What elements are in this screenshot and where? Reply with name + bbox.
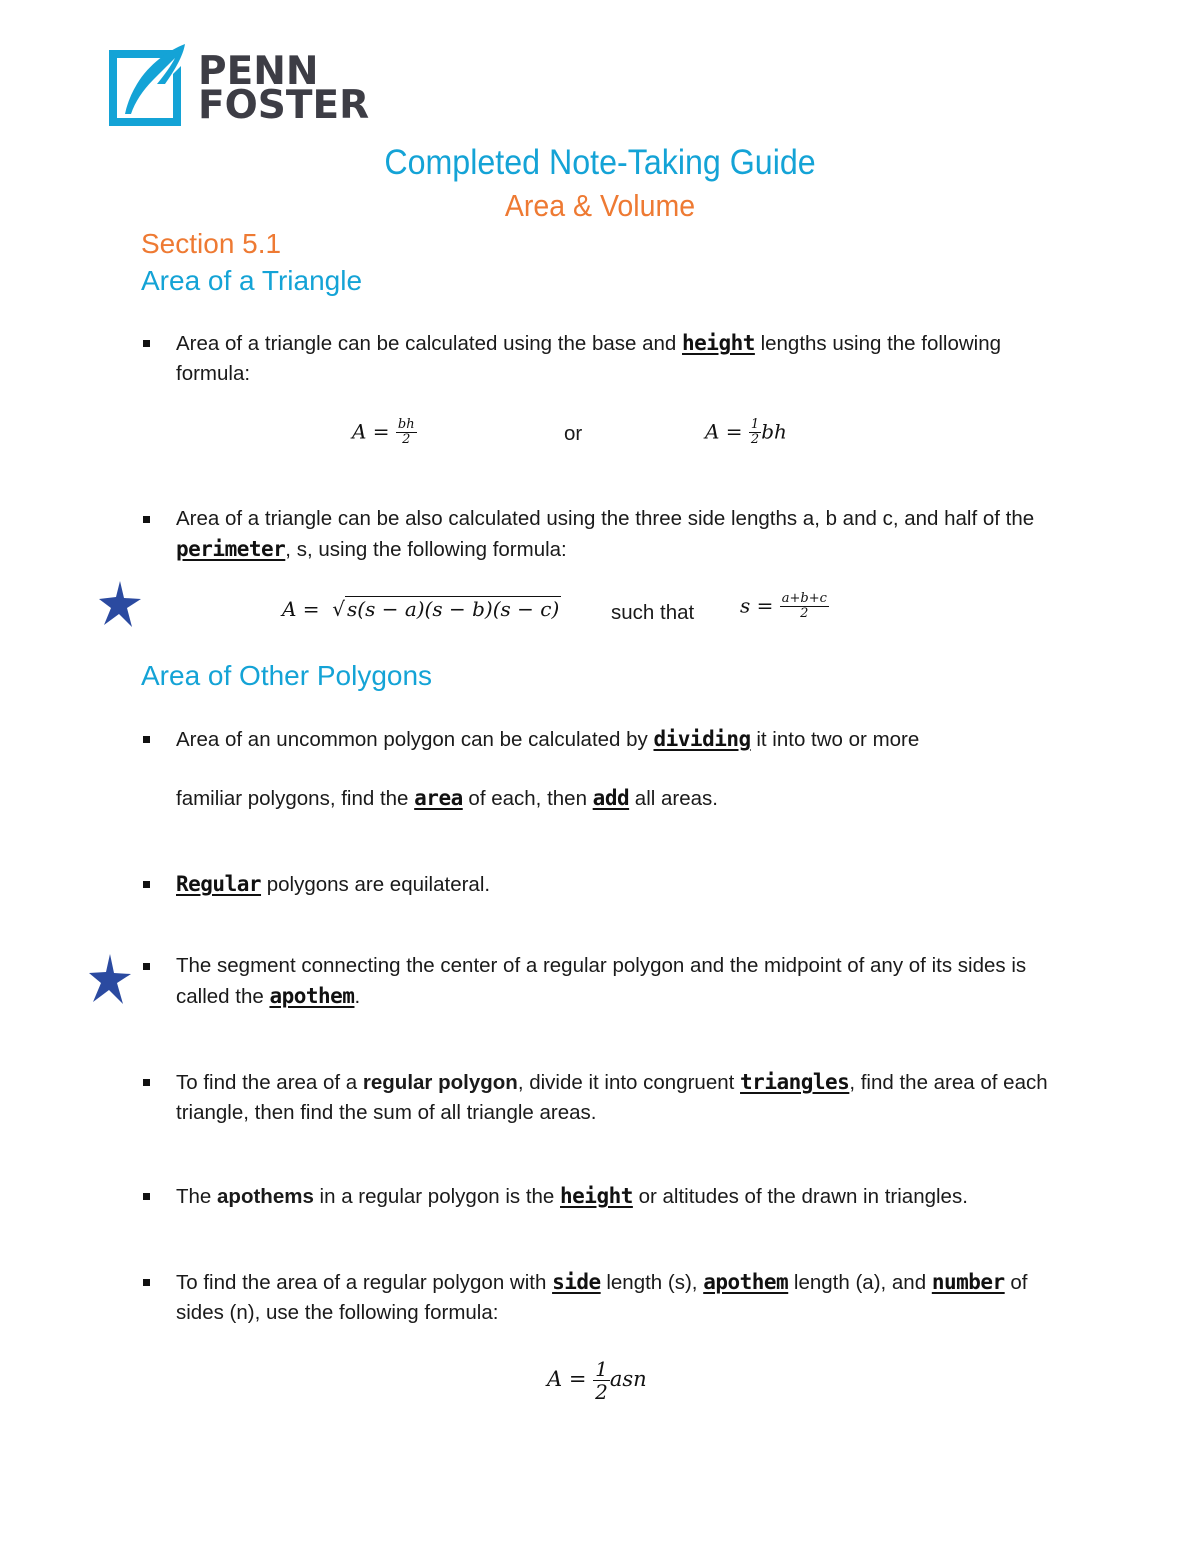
star-icon <box>99 581 141 627</box>
fill-height: height <box>682 331 755 355</box>
fill-regular: Regular <box>176 872 262 896</box>
section-label: Section 5.1 <box>141 228 282 259</box>
fill-triangles: triangles <box>740 1070 850 1094</box>
fill-dividing: dividing <box>653 727 751 751</box>
bullet-icon <box>143 736 150 743</box>
formula-heron: A = √ s(s − a)(s − b)(s − c) <box>282 597 560 621</box>
star-icon <box>89 954 131 1004</box>
bullet-icon <box>143 516 150 523</box>
bullet-icon <box>143 1193 150 1200</box>
fill-apothem-2: apothem <box>703 1270 789 1294</box>
bullet-icon <box>143 340 150 347</box>
bullet-regular-polygon-formula: To find the area of a regular polygon with side length (s), apothem length (a), and number of sides (n), use the following formula: <box>176 1270 1028 1324</box>
page-subtitle: Area & Volume <box>504 188 696 223</box>
bullet-icon <box>143 881 150 888</box>
bullet-icon <box>143 1079 150 1086</box>
fill-number: number <box>931 1270 1005 1294</box>
formula-such-that: such that <box>611 601 695 624</box>
heading-area-other-polygons: Area of Other Polygons <box>141 660 433 691</box>
bullet-triangle-base-height: Area of a triangle can be calculated using the base and height lengths using the following formula: <box>176 331 1002 385</box>
fill-height-2: height <box>560 1184 633 1208</box>
bullet-icon <box>143 1279 150 1286</box>
formula-or: or <box>564 422 583 445</box>
bullet-apothem-definition: The segment connecting the center of a regular polygon and the midpoint of any of its sides is called the apothem. <box>176 954 1027 1008</box>
fill-side: side <box>552 1270 601 1294</box>
fill-add: add <box>592 786 630 810</box>
logo-foster-text: FOSTER <box>198 83 370 128</box>
bullet-uncommon-polygon-a: Area of an uncommon polygon can be calculated by dividing it into two or more <box>176 727 920 751</box>
formula-half-asn: A = $\frac{1}{2}$ asn <box>547 1357 647 1404</box>
bullet-regular-polygons: Regular polygons are equilateral. <box>176 872 491 896</box>
heading-area-triangle: Area of a Triangle <box>141 265 363 296</box>
penn-foster-logo-mark <box>109 44 189 126</box>
logo-penn-text: PENN <box>198 49 319 94</box>
bullet-apothem-height: The apothems in a regular polygon is the height or altitudes of the drawn in triangles. <box>176 1184 968 1208</box>
bullet-uncommon-polygon-b: familiar polygons, find the area of each, then add all areas. <box>176 786 718 810</box>
fill-area: area <box>414 786 463 810</box>
fill-perimeter: perimeter <box>176 537 286 561</box>
bullet-icon <box>143 963 150 970</box>
page-title: Completed Note-Taking Guide <box>384 143 816 182</box>
fill-apothem: apothem <box>269 984 355 1008</box>
formula-bh-over-2: A = $\frac{bh}{2}$ <box>352 417 415 448</box>
bullet-regular-polygon-triangles: To find the area of a regular polygon, divide it into congruent triangles, find the area of each triangle, then find the sum of all triangle areas. <box>176 1070 1048 1124</box>
formula-half-bh: A = $\frac{1}{2}$ bh <box>705 417 787 448</box>
bullet-heron: Area of a triangle can be also calculated using the three side lengths a, b and c, and half of the perimeter, s, using the following formula: <box>176 507 1035 561</box>
formula-semiperimeter: s = $\frac{a+b+c}{2}$ <box>740 591 827 622</box>
